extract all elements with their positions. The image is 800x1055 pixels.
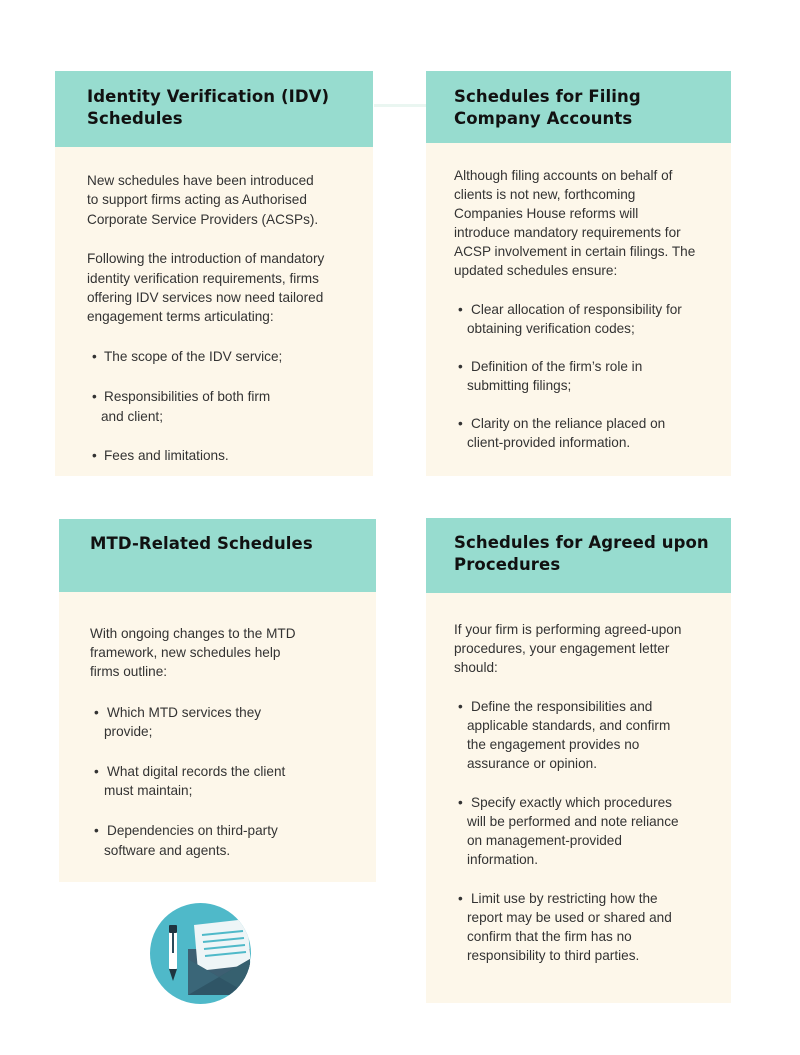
- text-line: identity verification requirements, firms: [87, 270, 319, 286]
- card-title: [90, 533, 313, 555]
- connector-line: [374, 104, 426, 107]
- list-item: [458, 300, 729, 338]
- bullet-dot: •: [458, 302, 463, 317]
- title-line: Schedules for Agreed upon: [454, 533, 709, 552]
- paragraph: [87, 171, 367, 229]
- title-line: Schedules for Filing: [454, 87, 641, 106]
- text-line: procedures, your engagement letter: [454, 641, 670, 656]
- text-line: assurance or opinion.: [467, 756, 597, 771]
- text-line: Fees and limitations.: [104, 448, 229, 464]
- text-line: Although filing accounts on behalf of: [454, 168, 673, 183]
- bullet-dot: •: [458, 416, 463, 431]
- bullet-dot: •: [92, 448, 97, 464]
- card-mtd-schedules: [59, 519, 376, 882]
- text-line: confirm that the firm has no: [467, 929, 632, 944]
- text-line: Responsibilities of both firm: [104, 389, 271, 405]
- text-line: Limit use by restricting how the: [471, 891, 658, 906]
- text-line: responsibility to third parties.: [467, 948, 640, 963]
- bullet-dot: •: [94, 823, 99, 839]
- bullet-dot: •: [92, 348, 97, 364]
- text-line: Definition of the firm’s role in: [471, 359, 643, 374]
- card-title: [454, 86, 641, 130]
- paragraph: [454, 166, 729, 280]
- bullet-list: [454, 300, 729, 452]
- bullet-dot: •: [92, 389, 97, 405]
- bullet-dot: •: [458, 795, 463, 810]
- bullet-dot: •: [458, 891, 463, 906]
- card-filing-schedules: [426, 71, 731, 476]
- text-line: and client;: [101, 408, 163, 424]
- card-body: [454, 166, 729, 452]
- list-item: [92, 347, 367, 366]
- text-line: on management-provided: [467, 833, 622, 848]
- text-line: provide;: [104, 723, 153, 739]
- text-line: Clarity on the reliance placed on: [471, 416, 666, 431]
- bullet-list: [454, 697, 729, 965]
- paragraph: [90, 624, 370, 682]
- text-line: information.: [467, 852, 539, 867]
- list-item: [458, 697, 729, 773]
- card-body: [90, 624, 370, 860]
- text-line: offering IDV services now need tailored: [87, 290, 324, 306]
- text-line: framework, new schedules help: [90, 645, 281, 661]
- text-line: Define the responsibilities and: [471, 699, 653, 714]
- text-line: Following the introduction of mandatory: [87, 251, 325, 267]
- list-item: [94, 703, 370, 741]
- text-line: The scope of the IDV service;: [104, 348, 283, 364]
- paragraph: [87, 249, 367, 327]
- mail-icon-graphic: [150, 903, 251, 1004]
- title-line: Company Accounts: [454, 109, 633, 128]
- text-line: obtaining verification codes;: [467, 321, 635, 336]
- card-title: [87, 86, 329, 130]
- text-line: firms outline:: [90, 664, 168, 680]
- paragraph: [454, 620, 729, 677]
- text-line: Which MTD services they: [107, 704, 262, 720]
- bullet-list: [90, 703, 370, 860]
- title-line: Schedules: [87, 109, 183, 128]
- text-line: client-provided information.: [467, 435, 631, 450]
- text-line: will be performed and note reliance: [467, 814, 679, 829]
- text-line: clients is not new, forthcoming: [454, 187, 636, 202]
- list-item: [92, 446, 367, 465]
- title-line: Identity Verification (IDV): [87, 87, 330, 106]
- card-aup-schedules: [426, 518, 731, 1003]
- text-line: submitting filings;: [467, 378, 572, 393]
- text-line: With ongoing changes to the MTD: [90, 626, 296, 641]
- text-line: New schedules have been introduced: [87, 173, 314, 188]
- bullet-dot: •: [458, 699, 463, 714]
- bullet-dot: •: [94, 704, 99, 720]
- text-line: ACSP involvement in certain filings. The: [454, 244, 696, 259]
- bullet-list: [87, 347, 367, 466]
- text-line: If your firm is performing agreed-upon: [454, 622, 682, 637]
- text-line: Dependencies on third-party: [107, 823, 278, 839]
- card-title: [454, 532, 709, 576]
- text-line: engagement terms articulating:: [87, 309, 274, 325]
- list-item: [458, 357, 729, 395]
- text-line: updated schedules ensure:: [454, 263, 618, 278]
- card-idv-schedules: [55, 71, 373, 476]
- text-line: must maintain;: [104, 783, 193, 799]
- bullet-dot: •: [458, 359, 463, 374]
- text-line: to support firms acting as Authorised: [87, 192, 307, 208]
- list-item: [94, 762, 370, 800]
- text-line: introduce mandatory requirements for: [454, 225, 681, 240]
- text-line: Clear allocation of responsibility for: [471, 302, 682, 317]
- text-line: Corporate Service Providers (ACSPs).: [87, 211, 319, 227]
- bullet-dot: •: [94, 764, 99, 780]
- list-item: [92, 387, 367, 426]
- card-body: [454, 620, 729, 965]
- title-line: Procedures: [454, 555, 561, 574]
- list-item: [458, 793, 729, 869]
- card-header: [59, 519, 376, 592]
- text-line: Companies House reforms will: [454, 206, 639, 221]
- text-line: report may be used or shared and: [467, 910, 672, 925]
- text-line: What digital records the client: [107, 764, 286, 780]
- text-line: should:: [454, 660, 498, 675]
- mail-icon: [150, 903, 251, 1004]
- text-line: applicable standards, and confirm: [467, 718, 671, 733]
- list-item: [458, 889, 729, 965]
- list-item: [94, 821, 370, 859]
- text-line: software and agents.: [104, 842, 231, 858]
- title-line: MTD-Related Schedules: [90, 534, 313, 553]
- text-line: the engagement provides no: [467, 737, 640, 752]
- list-item: [458, 414, 729, 452]
- text-line: Specify exactly which procedures: [471, 795, 672, 810]
- card-body: [87, 171, 367, 465]
